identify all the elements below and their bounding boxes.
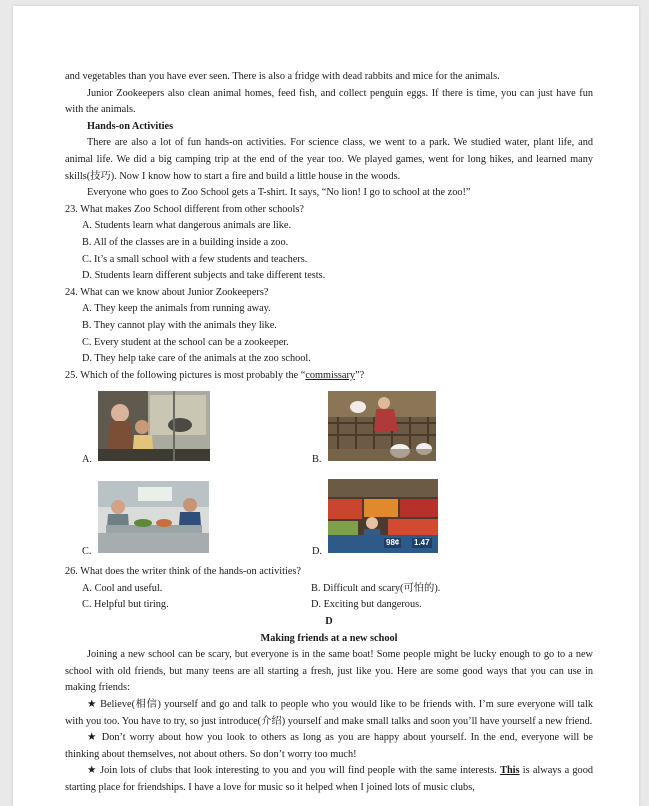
picture-c-food-prep-image — [98, 481, 209, 553]
option-24-c: C. Every student at the school can be a zookeeper. — [82, 336, 289, 348]
passage-title: Making friends at a new school — [260, 632, 398, 644]
section-letter: D — [325, 616, 333, 628]
option-23-a: A. Students learn what dangerous animals are like. — [82, 220, 292, 232]
options-row — [65, 597, 593, 614]
paragraph: Junior Zookeepers also clean animal homes, feed fish, and collect penguin eggs. If there is time, you can just have fun with the animals. — [65, 87, 593, 116]
document-page — [13, 6, 639, 806]
option-26-c: C. Helpful but tiring. — [82, 599, 169, 611]
paragraph: Joining a new school can be scary, but everyone is in the same boat! Some people might be lucky enough to go to a new school with old friends, but many teens are all starting a fresh, just like you. Here are some good ways that you can use in making friends: — [65, 649, 593, 694]
this-word: This — [500, 765, 520, 777]
picture-label-c: C. — [82, 546, 92, 558]
paragraph: and vegetables than you have ever seen. There is also a fridge with dead rabbits and mice for the animals. — [65, 71, 500, 82]
paragraph: Everyone who goes to Zoo School gets a T-shirt. It says, “No lion! I go to school at the zoo!” — [87, 187, 471, 199]
question-24: 24. What can we know about Junior Zookeepers? — [65, 286, 269, 298]
question-25 — [65, 368, 593, 385]
paragraph: There are also a lot of fun hands-on activities. For science class, we went to a park. We studied water, plant life, and animal life. We did a big camping trip at the end of the year too. We played games, went for long hikes, and learned many skills(技巧). Now I know how to start a fire and build a little house in the woods. — [65, 137, 593, 182]
question-25-text: 25. Which of the following pictures is most probably the “ — [65, 369, 306, 381]
picture-d-supermarket-image — [328, 479, 438, 553]
picture-b-rabbits-image — [328, 391, 436, 461]
tip-paragraph: ★ Believe(相信) yourself and go and talk to people who you would like to be friends with. I’m sure everyone will talk with you too. You have to try, so just introduce(介绍) yourself and make small talks and soon you’ll have yourself a new friend. — [65, 699, 593, 727]
question-23: 23. What makes Zoo School different from other schools? — [65, 203, 304, 215]
question-25-end: ”? — [355, 369, 365, 381]
option-23-b: B. All of the classes are in a building inside a zoo. — [82, 236, 289, 248]
options-row — [65, 581, 593, 598]
option-24-a: A. They keep the animals from running away. — [82, 303, 271, 315]
option-23-d: D. Students learn different subjects and take different tests. — [82, 270, 326, 282]
picture-options — [65, 384, 593, 564]
option-26-a: A. Cool and useful. — [82, 582, 163, 594]
tip-paragraph — [65, 763, 593, 796]
price-tag: 98¢ — [386, 538, 400, 548]
option-24-b: B. They cannot play with the animals they like. — [82, 319, 277, 331]
question-26: 26. What does the writer think of the hands-on activities? — [65, 566, 302, 578]
price-tag: 1.47 — [414, 538, 430, 548]
section-heading: Hands-on Activities — [87, 120, 174, 132]
commissary-word: commissary — [305, 369, 356, 381]
option-26-b: B. Difficult and scary(可怕的). — [311, 582, 441, 594]
document-content — [65, 69, 593, 797]
tip-paragraph: ★ Don’t worry about how you look to others as long as you are happy about yourself. In the end, everyone will be thinking about themselves, not about others. So don’t worry too much! — [65, 732, 593, 760]
option-24-d: D. They help take care of the animals at the zoo school. — [82, 353, 311, 365]
option-23-c: C. It’s a small school with a few students and teachers. — [82, 253, 308, 265]
picture-label-d: D. — [312, 546, 323, 558]
picture-a-zoo-visitors-image — [98, 391, 210, 461]
tip-text: is always a good starting place for friendships. I have a love for music so it helped when I joined lots of music clubs, — [65, 765, 593, 793]
tip-text: ★ Join lots of clubs that look interesting to you and you will find people with the same interests. — [87, 765, 501, 777]
picture-label-a: A. — [82, 454, 93, 466]
option-26-d: D. Exciting but dangerous. — [311, 599, 422, 611]
picture-label-b: B. — [312, 454, 322, 466]
